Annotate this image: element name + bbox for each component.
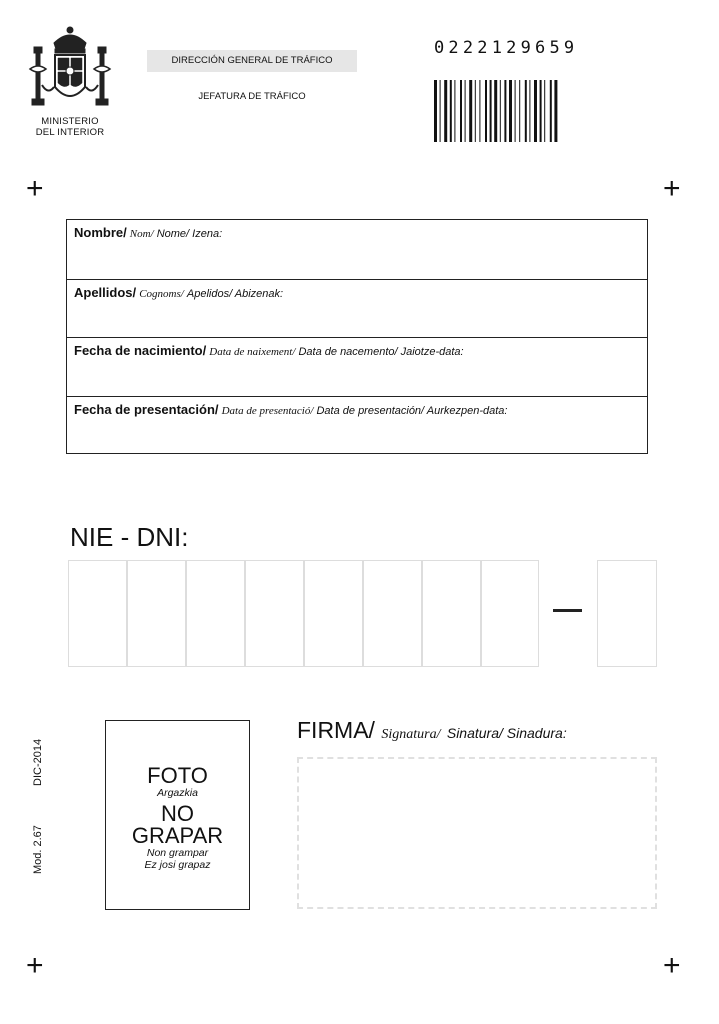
dgt-label: DIRECCIÓN GENERAL DE TRÁFICO [147, 50, 357, 72]
field-label-translation: Data de nacemento/ Jaiotze-data: [298, 346, 464, 358]
barcode-bar [460, 80, 462, 142]
nie-digit-box-3[interactable] [186, 560, 245, 667]
field-label: Fecha de presentación/ [74, 401, 219, 417]
barcode-bar [434, 80, 437, 142]
barcode-bar [504, 80, 506, 142]
barcode-bar [450, 80, 452, 142]
barcode-bar [444, 80, 447, 142]
barcode-bar [525, 80, 527, 142]
nie-digit-box-4[interactable] [245, 560, 304, 667]
field-label: Fecha de nacimiento/ [74, 343, 207, 358]
crop-mark-bottom-right: + [663, 949, 681, 982]
nie-digit-box-6[interactable] [363, 560, 422, 667]
nie-digit-box-7[interactable] [422, 560, 481, 667]
barcode-bar [544, 80, 545, 142]
barcode-bar [485, 80, 487, 142]
field-fecha-nacimiento[interactable] [67, 337, 647, 396]
barcode-bar [515, 80, 516, 142]
signature-label-translation: Signatura/ [381, 727, 441, 742]
nie-digit-box-8[interactable] [481, 560, 539, 667]
nie-dni-label: NIE - DNI: [70, 522, 189, 552]
field-nombre[interactable] [67, 220, 647, 279]
nie-digit-box-1[interactable] [68, 560, 127, 667]
barcode-bar [469, 80, 472, 142]
signature-box[interactable] [297, 757, 657, 909]
barcode-bar [540, 80, 542, 142]
signature-label-main: FIRMA/ [297, 717, 375, 743]
barcode-bar [440, 80, 441, 142]
nie-separator-dash [553, 609, 582, 612]
barcode-bar [529, 80, 530, 142]
ministry-name [18, 116, 122, 138]
jefatura-label: JEFATURA DE TRÁFICO [198, 91, 306, 102]
barcode-bar [465, 80, 466, 142]
barcode-bar [494, 80, 497, 142]
barcode-bar [479, 80, 480, 142]
signature-label [297, 717, 567, 744]
barcode-bar [550, 80, 552, 142]
personal-data-table [66, 219, 648, 454]
barcode-bar [490, 80, 492, 142]
field-fecha-presentacion[interactable] [67, 396, 647, 455]
crop-mark-bottom-left: + [26, 949, 44, 982]
field-apellidos[interactable] [67, 279, 647, 338]
photo-box[interactable] [105, 720, 250, 910]
field-label: Apellidos/ [74, 284, 137, 300]
barcode-bar [519, 80, 520, 142]
field-label-translation: Data de presentació/ [221, 404, 314, 417]
field-label: Nombre/ [74, 225, 127, 240]
barcode-bar [534, 80, 537, 142]
no-staple-label-2: GRAPAR [131, 823, 224, 848]
field-label-translation: Cognoms/ [139, 287, 184, 300]
form-model-code: Mod. 2.67 [32, 825, 44, 874]
nie-letter-box[interactable] [597, 560, 657, 667]
photo-label-translation: Argazkia [157, 787, 198, 799]
signature-label-translation: Sinatura/ Sinadura: [446, 725, 567, 741]
field-label-translation: Apelidos/ Abizenak: [186, 287, 284, 300]
barcode-bar [500, 80, 501, 142]
barcode-bar [475, 80, 476, 142]
document-code: 0222129659 [434, 38, 579, 58]
barcode-bar [554, 80, 557, 142]
barcode-icon [434, 80, 624, 142]
form-date-code: DIC-2014 [32, 738, 44, 786]
barcode-bar [454, 80, 455, 142]
field-label-translation: Data de presentación/ Aurkezpen-data: [316, 404, 508, 417]
crop-mark-top-left: + [26, 172, 44, 205]
field-label-translation: Data de naixement/ [209, 346, 296, 358]
ministry-line-2: DEL INTERIOR [35, 127, 105, 138]
field-label-translation: Nom/ [129, 228, 154, 240]
field-label-translation: Nome/ Izena: [156, 228, 223, 240]
crop-mark-top-right: + [663, 172, 681, 205]
barcode-bar [509, 80, 512, 142]
photo-label: FOTO [147, 763, 208, 788]
no-staple-translation-2: Ez josi grapaz [144, 859, 211, 871]
no-staple-label-1: NO [161, 801, 194, 826]
nie-digit-box-5[interactable] [304, 560, 363, 667]
no-staple-translation-1: Non grampar [146, 847, 209, 859]
coat-of-arms-icon [28, 25, 112, 113]
nie-digit-box-2[interactable] [127, 560, 186, 667]
ministry-line-1: MINISTERIO [41, 116, 99, 127]
